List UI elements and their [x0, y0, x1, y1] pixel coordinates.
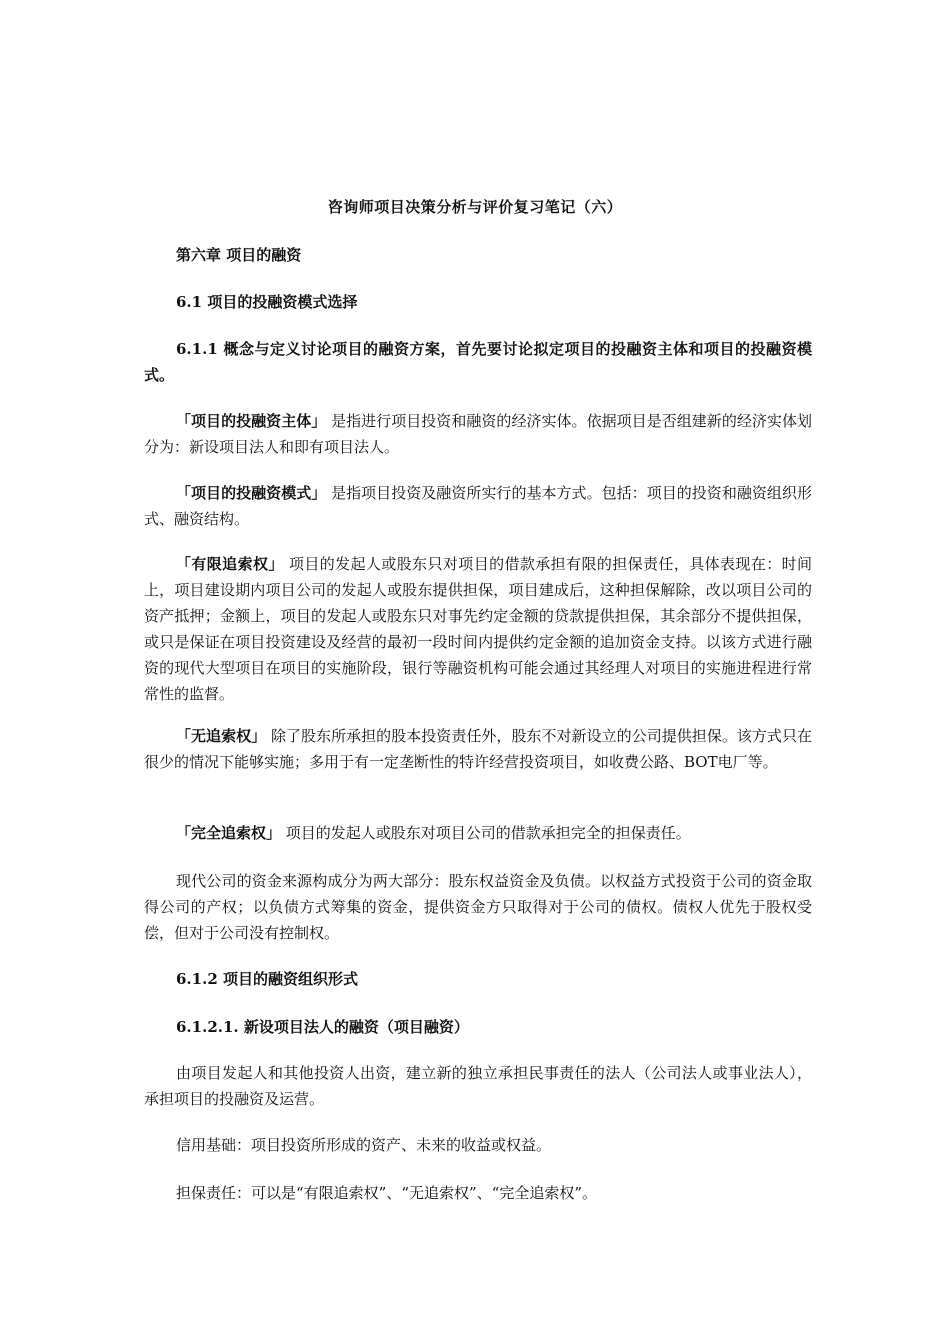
paragraph-credit-basis: 信用基础：项目投资所形成的资产、未来的收益或权益。 [176, 1136, 552, 1154]
paragraph-capital-sources: 现代公司的资金来源构成分为两大部分：股东权益资金及负债。以权益方式投资于公司的资金取得公司的产权；以负债方式筹集的资金，提供资金方只取得对于公司的债权。债权人优先于股权受偿，但对于公司没有控制权。 [144, 872, 812, 942]
section-heading-6-1-2-1: 6.1.2.1. 新设项目法人的融资（项目融资） [176, 1018, 469, 1036]
section-heading-6-1-2: 6.1.2 项目的融资组织形式 [176, 970, 358, 988]
definition-no-recourse [144, 723, 812, 775]
definition-text: 是指进行项目投资和融资的经济实体。依据项目是否组建新的经济实体划分为：新设项目法人和即有项目法人。 [144, 412, 812, 456]
term-label: 「无追索权」 [176, 727, 267, 745]
definition-text: 项目的发起人或股东对项目公司的借款承担完全的担保责任。 [281, 824, 691, 842]
paragraph-new-entity: 由项目发起人和其他投资人出资，建立新的独立承担民事责任的法人（公司法人或事业法人），承担项目的投融资及运营。 [144, 1064, 812, 1108]
term-label: 「项目的投融资主体」 [176, 412, 327, 430]
definition-text: 是指项目投资及融资所实行的基本方式。包括：项目的投资和融资组织形式、融资结构。 [144, 484, 812, 528]
definition-text: 项目的发起人或股东只对项目的借款承担有限的担保责任，具体表现在：时间上，项目建设期内项目公司的发起人或股东提供担保，项目建成后，这种担保解除，改以项目公司的资产抵押；金额上，项目的发起人或股东只对事先约定金额的贷款提供担保，其余部分不提供担保，或只是保证在项目投资建设及经营的最初一段时间内提供约定金额的追加资金支持。以该方式进行融资的现代大型项目在项目的实施阶段，银行等融资机构可能会通过其经理人对项目的实施进程进行常常性的监督。 [144, 555, 812, 703]
definition-investment-mode [144, 480, 812, 532]
section-heading-6-1: 6.1 项目的投融资模式选择 [176, 293, 358, 311]
term-label: 「项目的投融资模式」 [176, 484, 327, 502]
term-label: 「有限追索权」 [176, 555, 284, 573]
term-label: 「完全追索权」 [176, 824, 282, 842]
definition-text: 除了股东所承担的股本投资责任外，股东不对新设立的公司提供担保。该方式只在很少的情况下能够实施；多用于有一定垄断性的特许经营投资项目，如收费公路、BOT电厂等。 [144, 727, 812, 771]
paragraph-guarantee: 担保责任：可以是“有限追索权”、“无追索权”、“完全追索权”。 [176, 1184, 598, 1202]
section-heading-6-1-1: 6.1.1 概念与定义讨论项目的融资方案，首先要讨论拟定项目的投融资主体和项目的投融资模式。 [144, 340, 812, 384]
definition-investment-subject [144, 408, 812, 460]
definition-full-recourse [144, 820, 812, 846]
definition-limited-recourse [144, 551, 812, 707]
document-title: 咨询师项目决策分析与评价复习笔记（六） [327, 198, 623, 216]
chapter-heading: 第六章 项目的融资 [176, 246, 302, 264]
